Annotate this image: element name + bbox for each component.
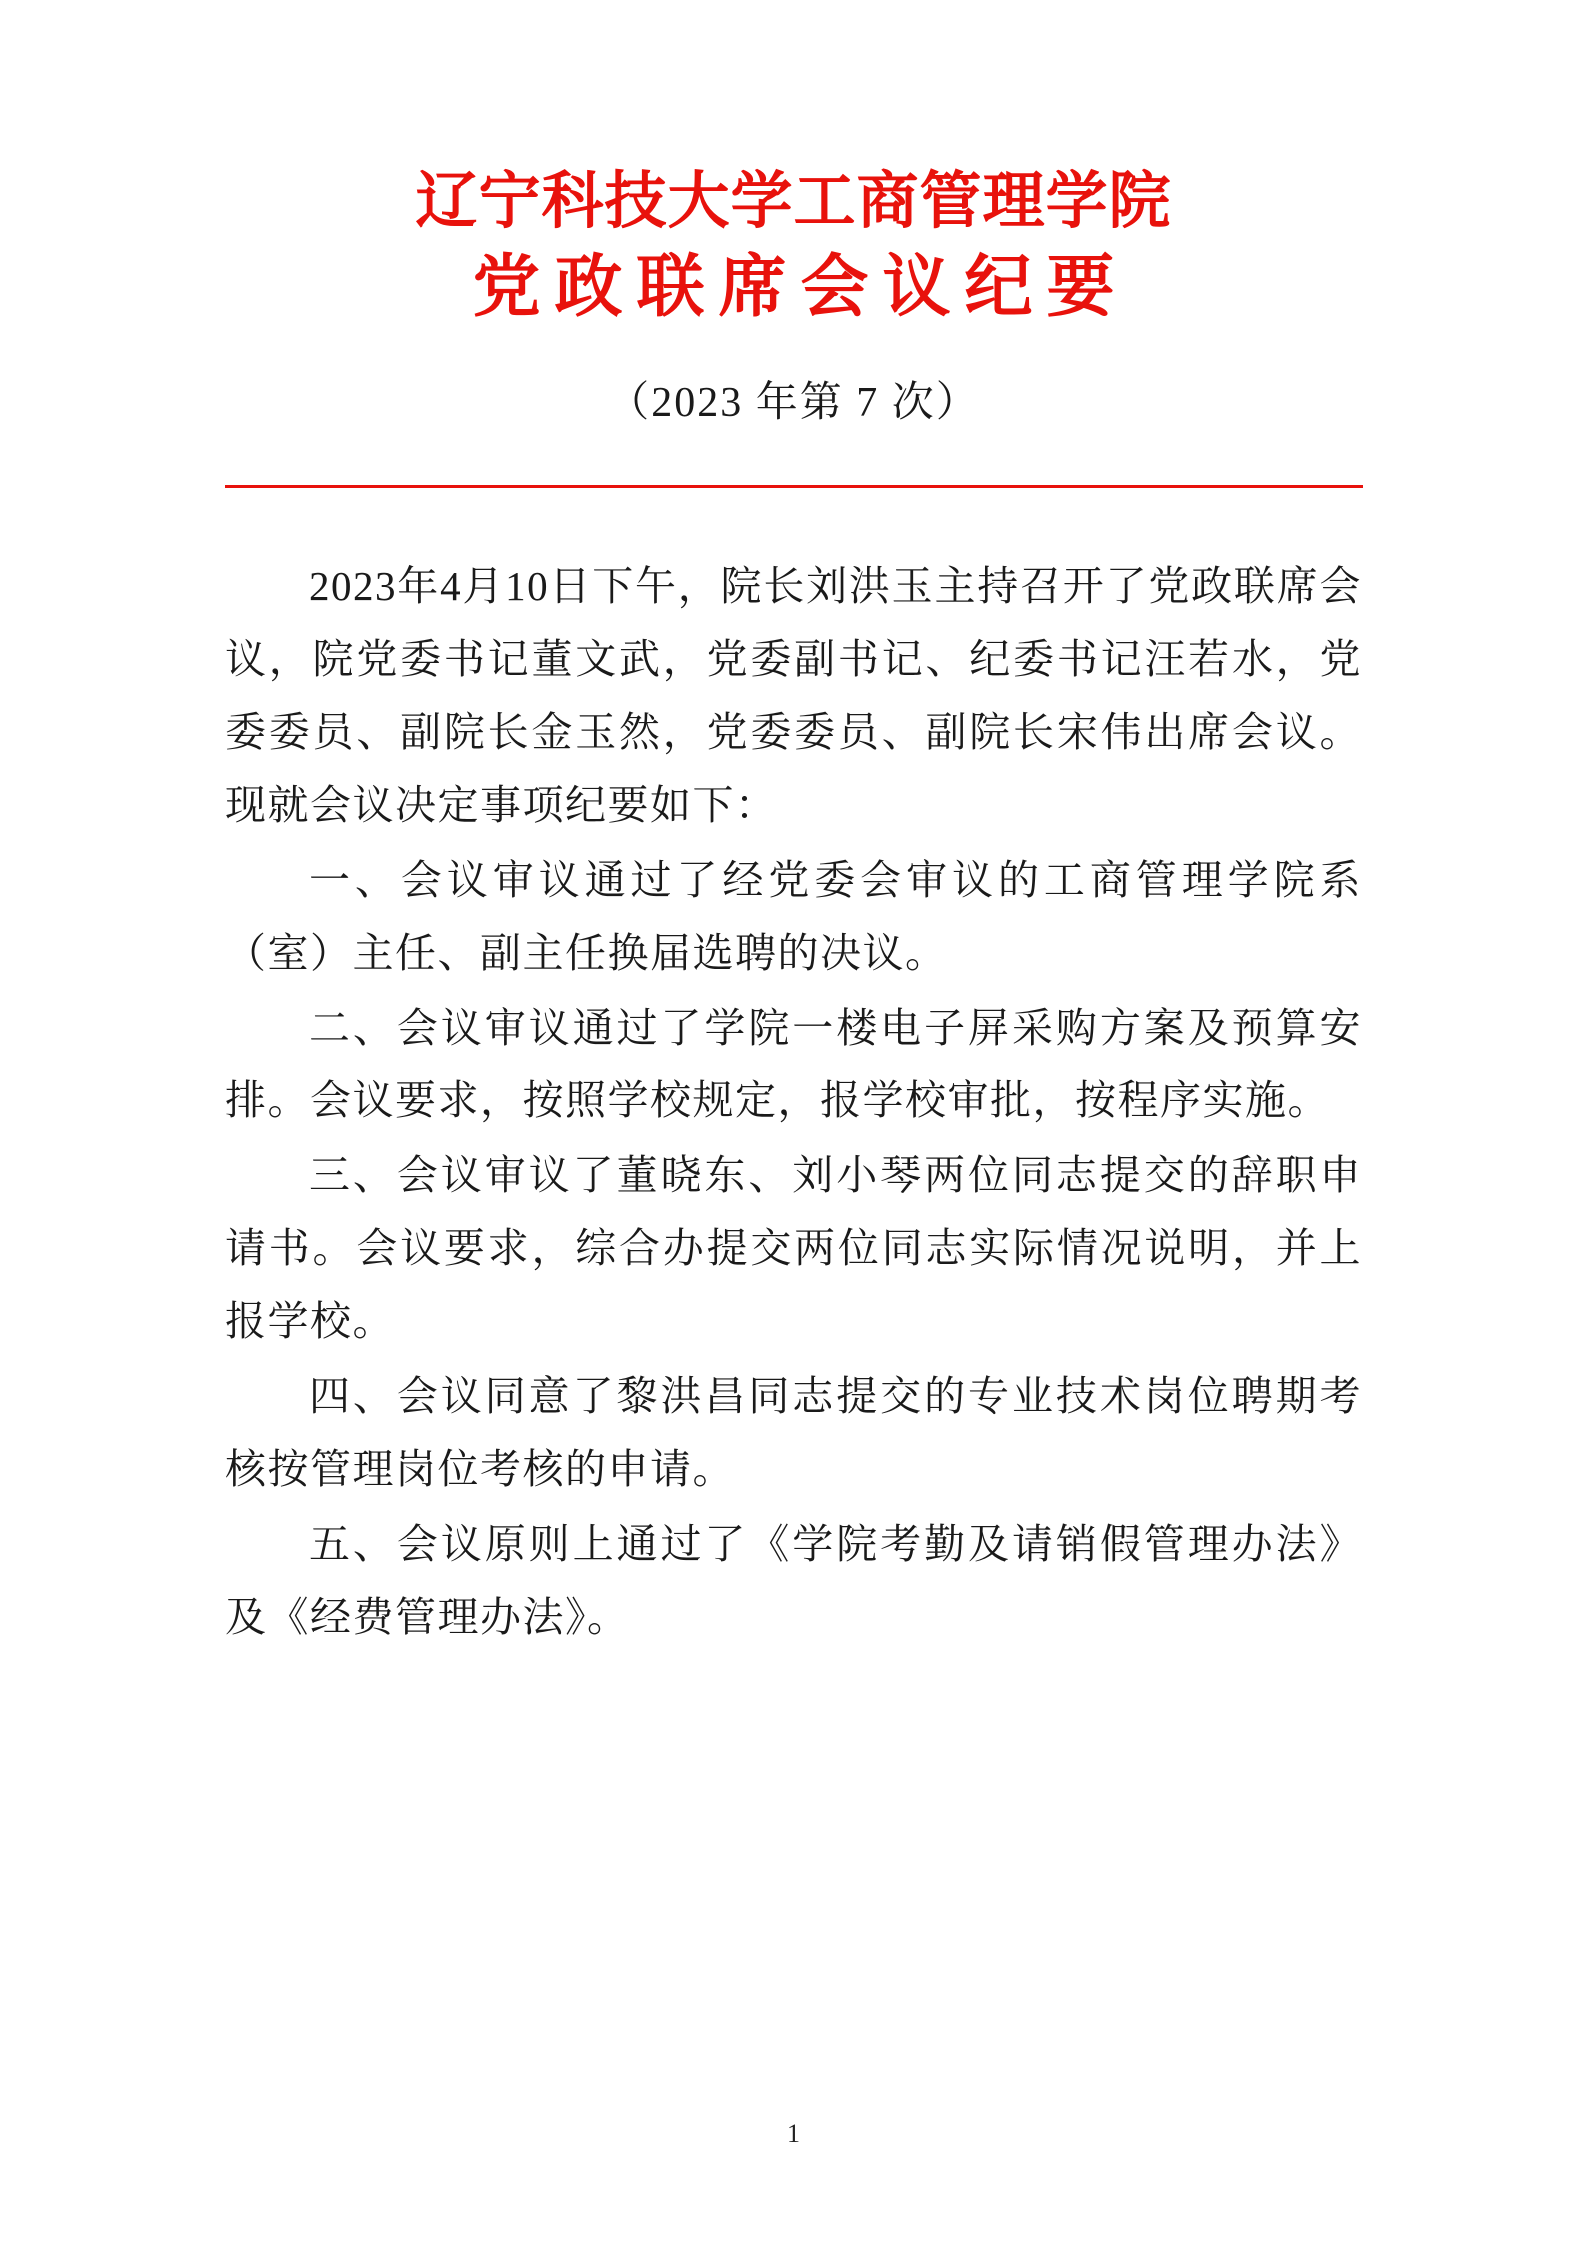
document-issue-number: （2023 年第 7 次）	[607, 379, 980, 426]
document-body	[225, 550, 1362, 1655]
paragraph-item-5: 五、会议原则上通过了《学院考勤及请销假管理办法》及《经费管理办法》。	[225, 1521, 1362, 1641]
document-title-line-2: 党政联席会议纪要	[472, 248, 1129, 328]
paragraph-item-3: 三、会议审议了董晓东、刘小琴两位同志提交的辞职申请书。会议要求，综合办提交两位同志实际情况说明，并上报学校。	[225, 1152, 1362, 1345]
paragraph-item-2: 二、会议审议通过了学院一楼电子屏采购方案及预算安排。会议要求，按照学校规定，报学校审批，按程序实施。	[225, 1004, 1362, 1124]
paragraph-item-1: 一、会议审议通过了经党委会审议的工商管理学院系（室）主任、副主任换届选聘的决议。	[225, 856, 1362, 976]
document-title-line-1: 辽宁科技大学工商管理学院	[415, 164, 1172, 237]
page-number: 1	[787, 2119, 800, 2148]
paragraph-intro: 2023年4月10日下午，院长刘洪玉主持召开了党政联席会议，院党委书记董文武，党委副书记、纪委书记汪若水，党委委员、副院长金玉然，党委委员、副院长宋伟出席会议。现就会议决定事项纪要如下：	[225, 562, 1362, 828]
header-divider	[225, 485, 1363, 488]
document-header	[225, 0, 1362, 488]
paragraph-item-4: 四、会议同意了黎洪昌同志提交的专业技术岗位聘期考核按管理岗位考核的申请。	[225, 1373, 1362, 1493]
